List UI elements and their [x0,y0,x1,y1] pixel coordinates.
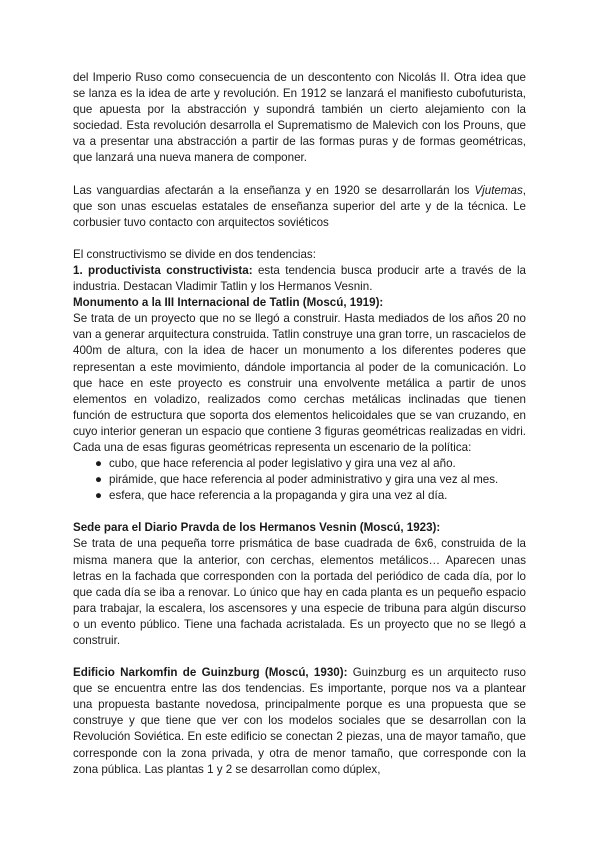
productivista-heading: 1. productivista constructivista: [73,263,253,277]
paragraph-vanguardias-text-a: Las vanguardias afectarán a la enseñanza y en 1920 se desarrollarán los [73,183,475,197]
paragraph-vanguardias-text-b: , que son unas escuelas estatales de enseñanza superior del arte y de la técnica. Le corbusier tuvo contacto con arquitectos soviéticos [73,183,526,229]
heading-sede-pravda: Sede para el Diario Pravda de los Hermanos Vesnin (Moscú, 1923): [73,521,441,535]
bullet-icon: ● [95,473,103,487]
list-item-text: pirámide, que hace referencia al poder administrativo y gira una vez al mes. [109,473,499,487]
heading-monumento-tatlin: Monumento a la III Internacional de Tatlin (Moscú, 1919): [73,296,384,310]
spacer [73,649,526,665]
paragraph-productivista [73,263,526,295]
vjutemas-term: Vjutemas [474,183,523,197]
list-item-text: cubo, que hace referencia al poder legislativo y gira una vez al año. [109,457,456,471]
paragraph-narkomfin [73,665,526,778]
paragraph-sede-pravda: Se trata de una pequeña torre prismática de base cuadrada de 6x6, construida de la misma manera que la anterior, con cerchas, elementos metálicos… Aparecen unas letras en la fachada que corresponden con la portada del periódico de cada día, por lo que cada día se iba a renovar. Lo único que hay en cada planta es un pequeño espacio para trabajar, la escalera, los ascensores y una especie de tribuna para algún discurso o un evento público. Tiene una fachada acristalada. Es un proyecto que no se llegó a construir. [73,537,526,647]
productivista-text: esta tendencia busca producir arte a través de la industria. Destacan Vladimir Tatlin y los Hermanos Vesnin. [73,263,526,294]
list-item-text: esfera, que hace referencia a la propaganda y gira una vez al día. [109,489,448,503]
list-item [95,456,526,472]
paragraph-monumento-tatlin: Se trata de un proyecto que no se llegó a construir. Hasta mediados de los años 20 no van a generar arquitectura construida. Tatlin construye una gran torre, un rascacielos de 400m de altura, con la idea de hacer un monumento a los diferentes poderes que representan a este movimiento, dándole importancia al poder de la comunicación. Lo que hace en este proyecto es construir una envolvente metálica a partir de unos elementos en voladizo, realizados como cerchas metálicas inclinadas que tienen función de estructura que soporta dos elementos helicoidales que se van cruzando, en cuyo interior generan un espacio que contiene 3 figuras geométricas realizadas en vidri. Cada una de esas figuras geométricas representa un escenario de la política: [73,312,526,454]
narkomfin-text: Guinzburg es un arquitecto ruso que se encuentra entre las dos tendencias. Es importante, porque nos va a plantear una propuesta bastante novedosa, principalmente porque es una propuesta que se construye y que tiene que ver con los modelos sociales que se desarrollan con la Revolución Soviética. En este edificio se conectan 2 piezas, una de mayor tamaño, que corresponde con la zona privada, y otra de menor tamaño, que corresponde con la zona pública. Las plantas 1 y 2 se desarrollan como dúplex, [73,666,526,776]
list-item [95,472,526,488]
bullet-icon: ● [95,489,103,503]
document-page [73,70,526,778]
paragraph-vanguardias [73,183,526,231]
list-item [95,488,526,504]
spacer [73,167,526,183]
geometric-figures-list [73,456,526,504]
paragraph-imperio-ruso: del Imperio Ruso como consecuencia de un descontento con Nicolás II. Otra idea que se lanza es la idea de arte y revolución. En 1912 se lanzará el manifiesto cubofuturista, que apuesta por la abstracción y supondrá también un cierto alejamiento con la sociedad. Esta revolución desarrolla el Suprematismo de Malevich con los Prouns, que va a presentar una abstracción a partir de las formas puras y de formas geométricas, que lanzará una nueva manera de componer. [73,71,526,165]
narkomfin-heading: Edificio Narkomfin de Guinzburg (Moscú, 1930): [73,666,348,680]
paragraph-constructivismo-intro: El constructivismo se divide en dos tendencias: [73,247,316,261]
bullet-icon: ● [95,457,103,471]
spacer [73,504,526,520]
spacer [73,231,526,247]
